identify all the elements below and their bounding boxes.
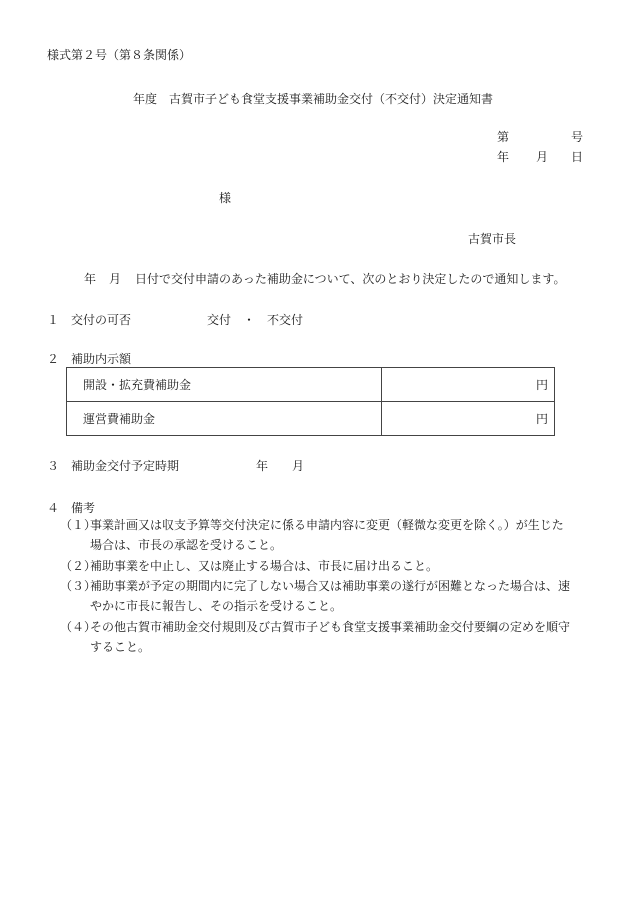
schedule-month: 月 (292, 459, 305, 473)
intro-text: 日付で交付申請のあった補助金について、次のとおり決定したので通知します。 (135, 272, 566, 286)
note-text: 補助事業が予定の期間内に完了しない場合又は補助事業の遂行が困難となった場合は、速 (90, 579, 571, 593)
note-item (60, 515, 564, 555)
grant-amount-table (66, 367, 555, 436)
note-item (60, 617, 570, 657)
table-row (67, 368, 555, 402)
note-number: （４） (60, 620, 97, 634)
note-text-continued: やかに市長に報告し、その指示を受けること。 (90, 599, 343, 613)
issuer-name: 古賀市長 (468, 232, 517, 246)
doc-number-suffix: 号 (571, 130, 584, 144)
note-number: （３） (60, 579, 97, 593)
note-item (60, 556, 438, 576)
amount-cell-setup-expansion: 円 (382, 368, 555, 402)
doc-number-prefix: 第 (497, 130, 510, 144)
section-1-label: １ 交付の可否 (47, 313, 132, 327)
intro-year: 年 (84, 272, 97, 286)
document-title: 年度 古賀市子ども食堂支援事業補助金交付（不交付）決定通知書 (133, 92, 494, 106)
schedule-year: 年 (256, 459, 269, 473)
row-label-operating: 運営費補助金 (67, 402, 382, 436)
intro-month: 月 (109, 272, 122, 286)
note-item (60, 576, 570, 616)
date-year: 年 (497, 150, 510, 164)
note-number: （２） (60, 559, 97, 573)
note-text: 補助事業を中止し、又は廃止する場合は、市長に届け出ること。 (90, 559, 439, 573)
addressee-suffix: 様 (219, 191, 232, 205)
grant-decision-choices: 交付 ・ 不交付 (207, 313, 304, 327)
section-3-label: ３ 補助金交付予定時期 (47, 459, 180, 473)
note-text-continued: すること。 (90, 640, 151, 654)
amount-cell-operating: 円 (382, 402, 555, 436)
date-day: 日 (571, 150, 584, 164)
note-text-continued: 場合は、市長の承認を受けること。 (90, 538, 283, 552)
note-text: その他古賀市補助金交付規則及び古賀市子ども食堂支援事業補助金交付要綱の定めを順守 (90, 620, 571, 634)
note-number: （１） (60, 518, 97, 532)
form-reference: 様式第２号（第８条関係） (47, 48, 192, 62)
date-month: 月 (536, 150, 549, 164)
section-2-label: ２ 補助内示額 (47, 352, 132, 366)
section-4-label: ４ 備考 (47, 501, 96, 515)
table-row (67, 402, 555, 436)
row-label-setup-expansion: 開設・拡充費補助金 (67, 368, 382, 402)
note-text: 事業計画又は収支予算等交付決定に係る申請内容に変更（軽微な変更を除く。）が生じた (90, 518, 564, 532)
